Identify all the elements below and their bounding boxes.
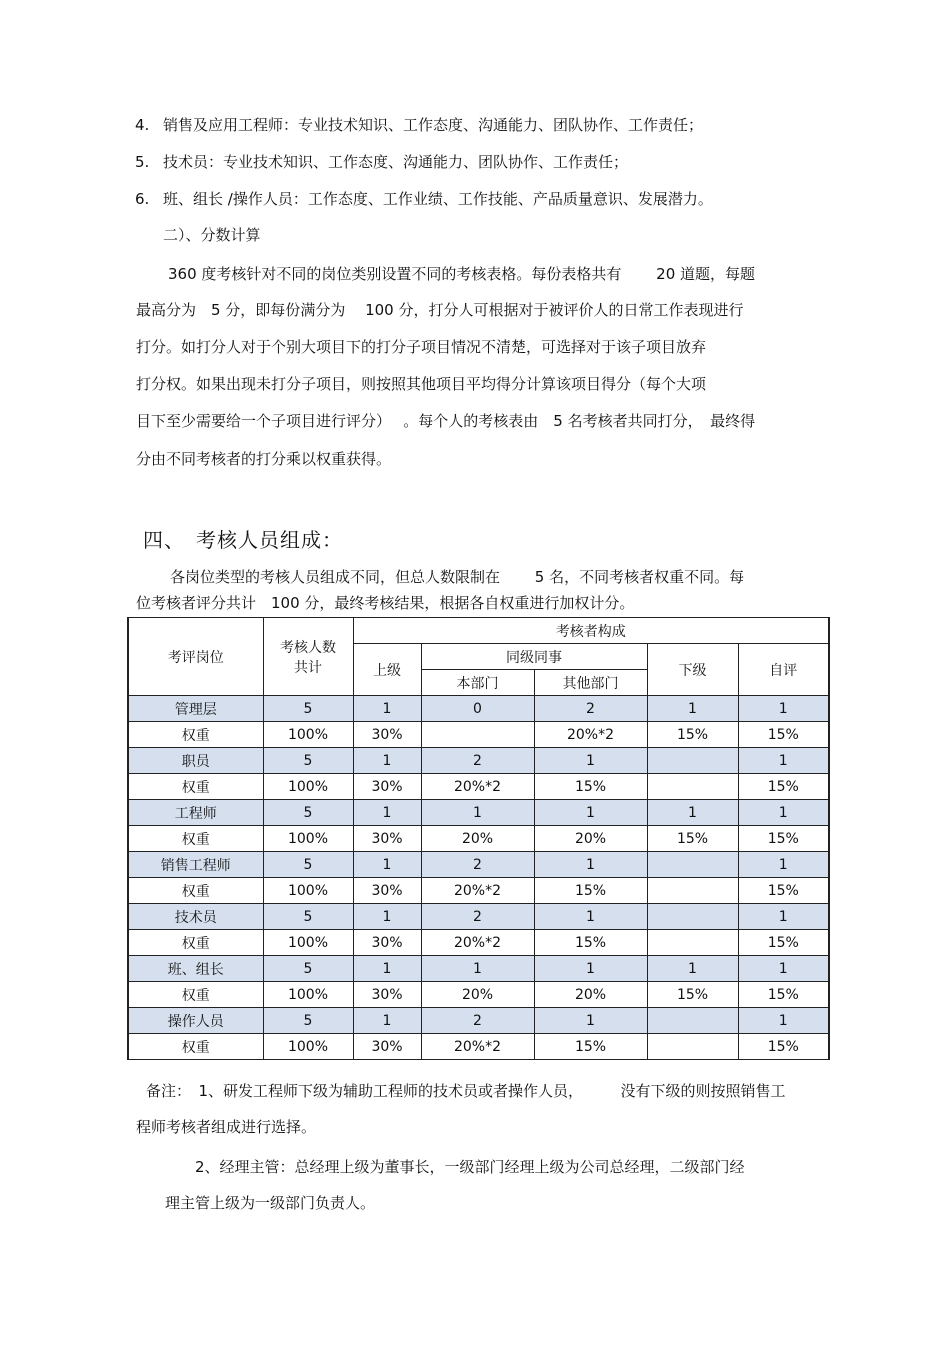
paragraph-line: 各岗位类型的考核人员组成不同，但总人数限制在 5 名，不同考核者权重不同。每 [170,568,745,586]
cell-position: 销售工程师 [128,852,263,878]
cell-count: 100% [263,930,353,956]
cell-same-dept: 20% [421,982,534,1008]
table-row-weight [128,878,829,904]
cell-position: 权重 [128,878,263,904]
cell-superior: 1 [353,904,421,930]
cell-same-dept: 1 [421,956,534,982]
cell-other-dept: 1 [534,1008,647,1034]
cell-position: 管理层 [128,696,263,722]
cell-other-dept: 1 [534,800,647,826]
cell-count: 100% [263,826,353,852]
paragraph-line: 位考核者评分共计 100 分，最终考核结果，根据各自权重进行加权计分。 [136,594,635,612]
cell-other-dept: 20%*2 [534,722,647,748]
header-count-line2: 共计 [294,659,322,676]
header-peer: 同级同事 [421,644,647,670]
paragraph-line: 分由不同考核者的打分乘以权重获得。 [136,450,392,468]
paragraph-line: 360 度考核针对不同的岗位类别设置不同的考核表格。每份表格共有 20 道题，每题 [168,265,756,283]
paragraph-line: 目下至少需要给一个子项目进行评分） 。每个人的考核表由 5 名考核者共同打分， 最终得 [136,412,756,430]
table-row-weight [128,982,829,1008]
list-number: 5. [135,153,150,171]
cell-position: 工程师 [128,800,263,826]
cell-subordinate: 15% [647,982,738,1008]
cell-superior: 1 [353,956,421,982]
cell-self: 15% [738,930,829,956]
cell-self: 15% [738,1034,829,1060]
table-row-weight [128,1034,829,1060]
cell-self: 1 [738,696,829,722]
cell-subordinate: 1 [647,696,738,722]
list-item-5 [135,152,628,172]
cell-same-dept: 20% [421,826,534,852]
cell-same-dept: 20%*2 [421,930,534,956]
cell-count: 100% [263,1034,353,1060]
cell-self: 15% [738,878,829,904]
cell-subordinate: 15% [647,826,738,852]
cell-count: 5 [263,800,353,826]
cell-self: 1 [738,956,829,982]
list-number: 4. [135,116,150,134]
cell-count: 5 [263,1008,353,1034]
cell-same-dept: 2 [421,904,534,930]
cell-position: 权重 [128,722,263,748]
cell-position: 权重 [128,826,263,852]
cell-count: 5 [263,852,353,878]
cell-self: 1 [738,800,829,826]
cell-other-dept: 15% [534,930,647,956]
table-row-weight [128,930,829,956]
cell-superior: 30% [353,826,421,852]
cell-count: 100% [263,982,353,1008]
header-composition: 考核者构成 [353,618,829,644]
table-row-weight [128,774,829,800]
cell-subordinate [647,852,738,878]
list-item-6 [135,189,713,209]
cell-other-dept: 1 [534,852,647,878]
cell-count: 100% [263,878,353,904]
cell-subordinate [647,748,738,774]
list-number: 6. [135,190,150,208]
cell-superior: 30% [353,982,421,1008]
table-row-role [128,800,829,826]
cell-superior: 30% [353,722,421,748]
cell-subordinate: 15% [647,722,738,748]
cell-other-dept: 15% [534,1034,647,1060]
cell-count: 5 [263,904,353,930]
cell-other-dept: 2 [534,696,647,722]
cell-position: 操作人员 [128,1008,263,1034]
cell-count: 100% [263,774,353,800]
cell-superior: 30% [353,930,421,956]
cell-self: 15% [738,826,829,852]
table-row-role [128,904,829,930]
cell-other-dept: 15% [534,774,647,800]
cell-self: 15% [738,982,829,1008]
cell-superior: 1 [353,800,421,826]
cell-same-dept: 1 [421,800,534,826]
section-heading-composition: 四、 考核人员组成： [143,528,343,552]
header-same-dept: 本部门 [421,670,534,696]
cell-same-dept: 0 [421,696,534,722]
table-row-role [128,1008,829,1034]
table-row-role [128,956,829,982]
cell-subordinate [647,878,738,904]
cell-count: 5 [263,956,353,982]
table-row-role [128,852,829,878]
header-subordinate: 下级 [647,644,738,696]
cell-subordinate [647,774,738,800]
cell-self: 1 [738,748,829,774]
cell-subordinate [647,904,738,930]
cell-position: 技术员 [128,904,263,930]
cell-subordinate: 1 [647,800,738,826]
list-text: 技术员：专业技术知识、工作态度、沟通能力、团队协作、工作责任； [163,153,629,171]
cell-superior: 30% [353,1034,421,1060]
cell-self: 1 [738,1008,829,1034]
header-count-line1: 考核人数 [280,639,336,656]
header-superior: 上级 [353,644,421,696]
cell-superior: 1 [353,852,421,878]
paragraph-line: 打分。如打分人对于个别大项目下的打分子项目情况不清楚，可选择对于该子项目放弃 [136,338,707,356]
note-1-line-1: 备注： 1、研发工程师下级为辅助工程师的技术员或者操作人员， 没有下级的则按照销售工 [146,1082,786,1100]
cell-subordinate [647,1008,738,1034]
cell-same-dept: 20%*2 [421,774,534,800]
cell-same-dept: 20%*2 [421,1034,534,1060]
section-title-score: 二）、分数计算 [163,226,261,244]
composition-table [127,617,830,1060]
cell-self: 1 [738,852,829,878]
cell-other-dept: 1 [534,904,647,930]
paragraph-line: 最高分为 5 分，即每份满分为 100 分，打分人可根据对于被评价人的日常工作表现进行 [136,301,744,319]
cell-position: 班、组长 [128,956,263,982]
cell-other-dept: 1 [534,748,647,774]
cell-same-dept [421,722,534,748]
cell-self: 1 [738,904,829,930]
cell-superior: 1 [353,696,421,722]
cell-same-dept: 2 [421,748,534,774]
cell-self: 15% [738,774,829,800]
header-self: 自评 [738,644,829,696]
cell-position: 权重 [128,982,263,1008]
cell-position: 权重 [128,930,263,956]
cell-self: 15% [738,722,829,748]
cell-subordinate [647,1034,738,1060]
table-row-weight [128,826,829,852]
cell-superior: 1 [353,1008,421,1034]
list-text: 班、组长 /操作人员：工作态度、工作业绩、工作技能、产品质量意识、发展潜力。 [163,190,713,208]
cell-position: 权重 [128,1034,263,1060]
note-2-line-1: 2、经理主管：总经理上级为董事长，一级部门经理上级为公司总经理，二级部门经 [195,1158,745,1176]
header-position: 考评岗位 [128,618,263,696]
header-count [263,618,353,696]
cell-same-dept: 2 [421,1008,534,1034]
cell-count: 5 [263,748,353,774]
note-1-line-2: 程师考核者组成进行选择。 [136,1118,317,1136]
cell-same-dept: 2 [421,852,534,878]
cell-other-dept: 20% [534,826,647,852]
cell-other-dept: 20% [534,982,647,1008]
header-other-dept: 其他部门 [534,670,647,696]
list-item-4 [135,115,703,135]
cell-same-dept: 20%*2 [421,878,534,904]
cell-position: 职员 [128,748,263,774]
cell-superior: 30% [353,878,421,904]
cell-count: 5 [263,696,353,722]
note-2-line-2: 理主管上级为一级部门负责人。 [165,1194,376,1212]
table-row-role [128,696,829,722]
table-row-weight [128,722,829,748]
cell-subordinate: 1 [647,956,738,982]
cell-count: 100% [263,722,353,748]
cell-other-dept: 15% [534,878,647,904]
table-row-role [128,748,829,774]
cell-subordinate [647,930,738,956]
cell-other-dept: 1 [534,956,647,982]
cell-superior: 30% [353,774,421,800]
paragraph-line: 打分权。如果出现未打分子项目，则按照其他项目平均得分计算该项目得分（每个大项 [136,375,707,393]
cell-superior: 1 [353,748,421,774]
cell-position: 权重 [128,774,263,800]
list-text: 销售及应用工程师：专业技术知识、工作态度、沟通能力、团队协作、工作责任； [163,116,704,134]
